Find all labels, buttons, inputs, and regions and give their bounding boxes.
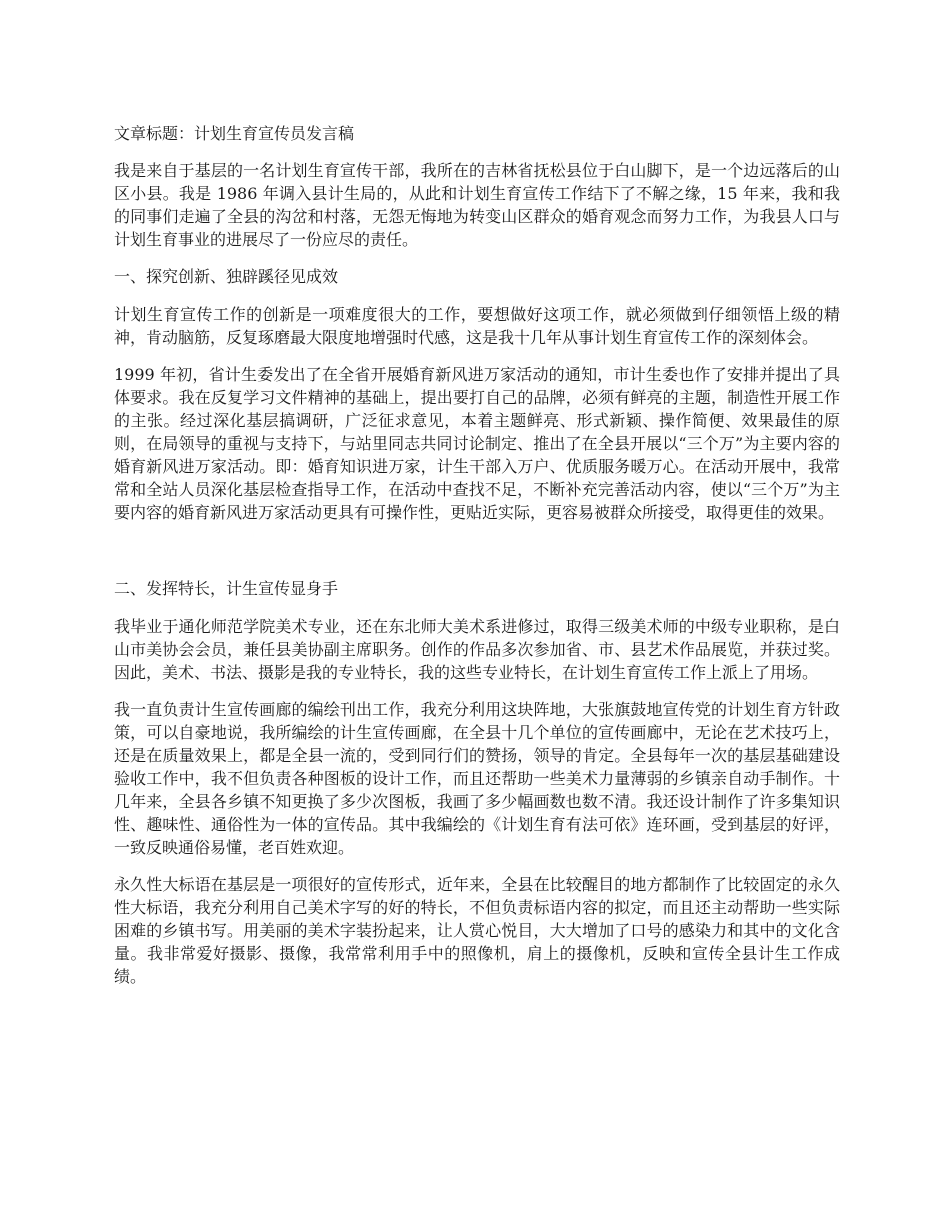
section-1-paragraph-2: 1999 年初，省计生委发出了在全省开展婚育新风进万家活动的通知，市计生委也作了安排并提出了具体要求。我在反复学习文件精神的基础上，提出要打自己的品牌，必须有鲜亮的主题，制造性开展工作的主张。经过深化基层搞调研，广泛征求意见，本着主题鲜亮、形式新颖、操作简便、效果最佳的原则，在局领导的重视与支持下，与站里同志共同讨论制定、推出了在全县开展以“三个万”为主要内容的婚育新风进万家活动。即：婚育知识进万家，计生干部入万户、优质服务暖万心。在活动开展中，我常常和全站人员深化基层检查指导工作，在活动中查找不足，不断补充完善活动内容，使以“三个万”为主要内容的婚育新风进万家活动更具有可操作性，更贴近实际，更容易被群众所接受，取得更佳的效果。: [114, 365, 840, 522]
section-2-paragraph-3: 永久性大标语在基层是一项很好的宣传形式，近年来，全县在比较醒目的地方都制作了比较固定的永久性大标语，我充分利用自己美术字写的好的特长，不但负责标语内容的拟定，而且还主动帮助一些实际困难的乡镇书写。用美丽的美术字装扮起来，让人赏心悦目，大大增加了口号的感染力和其中的文化含量。我非常爱好摄影、摄像，我常常利用手中的照像机，肩上的摄像机，反映和宣传全县计生工作成绩。: [114, 875, 840, 986]
article-title: 文章标题：计划生育宣传员发言稿: [114, 124, 355, 143]
section-2-paragraph-2: 我一直负责计生宣传画廊的编绘刊出工作，我充分利用这块阵地，大张旗鼓地宣传党的计划生育方针政策，可以自豪地说，我所编绘的计生宣传画廊，在全县十几个单位的宣传画廊中，无论在艺术技巧上，还是在质量效果上，都是全县一流的，受到同行们的赞扬，领导的肯定。全县每年一次的基层基础建设验收工作中，我不但负责各种图板的设计工作，而且还帮助一些美术力量薄弱的乡镇亲自动手制作。十几年来，全县各乡镇不知更换了多少次图板，我画了多少幅画数也数不清。我还设计制作了许多集知识性、趣味性、通俗性为一体的宣传品。其中我编绘的《计划生育有法可依》连环画，受到基层的好评，一致反映通俗易懂，老百姓欢迎。: [114, 700, 840, 857]
section-1-paragraph-1: 计划生育宣传工作的创新是一项难度很大的工作，要想做好这项工作，就必须做到仔细领悟上级的精神，肯动脑筋，反复琢磨最大限度地增强时代感，这是我十几年从事计划生育宣传工作的深刻体会。: [114, 305, 840, 347]
section-1-heading: 一、探究创新、独辟蹊径见成效: [114, 267, 339, 286]
section-2-paragraph-1: 我毕业于通化师范学院美术专业，还在东北师大美术系进修过，取得三级美术师的中级专业职称，是白山市美协会会员，兼任县美协副主席职务。创作的作品多次参加省、市、县艺术作品展览，并获过奖。因此，美术、书法、摄影是我的专业特长，我的这些专业特长，在计划生育宣传工作上派上了用场。: [114, 617, 840, 682]
section-spacer: [114, 538, 840, 577]
section-2-heading: 二、发挥特长，计生宣传显身手: [114, 579, 339, 598]
intro-paragraph: 我是来自于基层的一名计划生育宣传干部，我所在的吉林省抚松县位于白山脚下，是一个边远落后的山区小县。我是 1986 年调入县计生局的，从此和计划生育宣传工作结下了不解之缘，15 年来，我和我的同事们走遍了全县的沟岔和村落，无怨无悔地为转变山区群众的婚育观念而努力工作，为我县人口与计划生育事业的进展尽了一份应尽的责任。: [114, 161, 840, 249]
document-page: [114, 122, 840, 1002]
